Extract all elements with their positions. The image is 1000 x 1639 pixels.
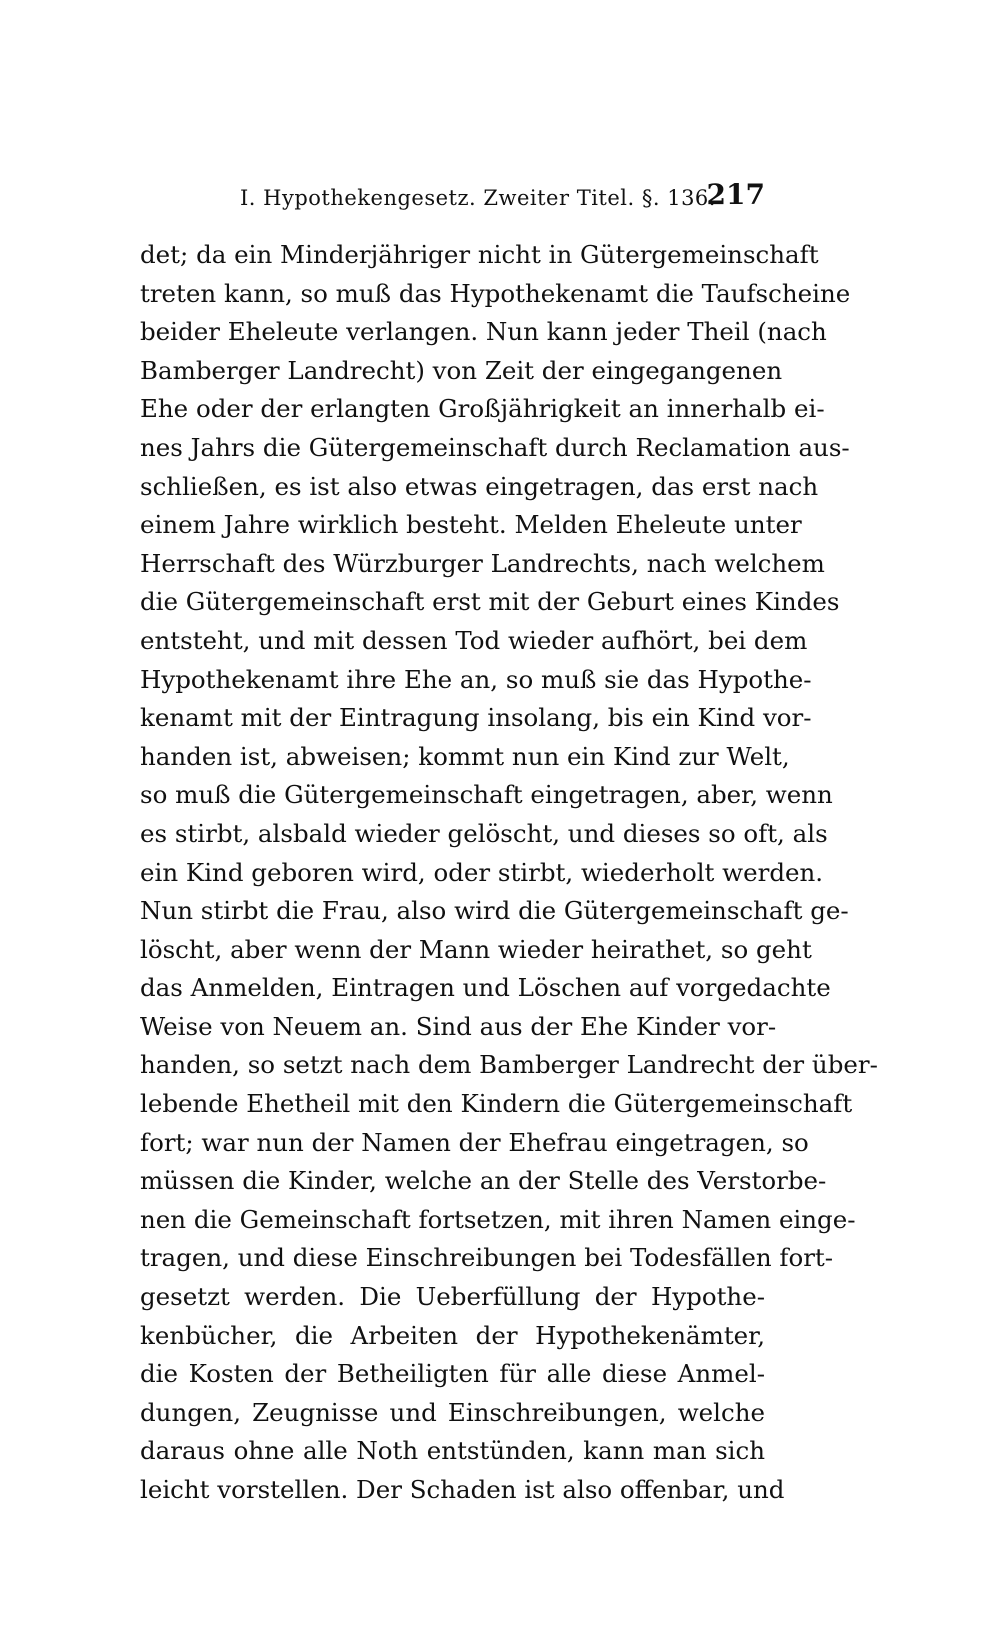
text-line: müssen die Kinder, welche an der Stelle des Verstorbe- [140,1166,827,1196]
text-line: so muß die Gütergemeinschaft eingetragen, aber, wenn [140,780,833,810]
text-line: schließen, es ist also etwas eingetragen, das erst nach [140,471,819,501]
text-line: das Anmelden, Eintragen und Löschen auf vorgedachte [140,973,831,1003]
text-line: treten kann, so muß das Hypothekenamt die Taufscheine [140,278,851,308]
text-line: einem Jahre wirklich besteht. Melden Eheleute unter [140,510,802,540]
text-line: Herrschaft des Würzburger Landrechts, nach welchem [140,548,825,578]
text-line: gesetzt werden. Die Ueberfüllung der Hypothe- [140,1282,765,1312]
text-line: tragen, und diese Einschreibungen bei Todesfällen fort- [140,1243,834,1273]
running-title: I. Hypothekengesetz. Zweiter Titel. §. 136. [240,186,716,210]
text-line: handen ist, abweisen; kommt nun ein Kind zur Welt, [140,741,790,771]
text-line: ein Kind geboren wird, oder stirbt, wiederholt werden. [140,857,824,887]
text-line: fort; war nun der Namen der Ehefrau eingetragen, so [140,1127,809,1157]
text-line: es stirbt, alsbald wieder gelöscht, und dieses so oft, als [140,818,828,848]
text-line: Nun stirbt die Frau, also wird die Gütergemeinschaft ge- [140,896,849,926]
body-text [140,236,878,1510]
text-line: Hypothekenamt ihre Ehe an, so muß sie das Hypothe- [140,664,812,694]
text-line: det; da ein Minderjähriger nicht in Gütergemeinschaft [140,240,819,269]
text-line: handen, so setzt nach dem Bamberger Landrecht der über- [140,1050,878,1080]
text-line: kenbücher, die Arbeiten der Hypothekenämter, [140,1320,765,1350]
text-line: nen die Gemeinschaft fortsetzen, mit ihren Namen einge- [140,1204,856,1234]
text-line: daraus ohne alle Noth entstünden, kann man sich [140,1436,765,1466]
running-head [240,178,765,222]
text-line: Weise von Neuem an. Sind aus der Ehe Kinder vor- [140,1011,777,1041]
text-line: entsteht, und mit dessen Tod wieder aufhört, bei dem [140,625,808,655]
text-line: dungen, Zeugnisse und Einschreibungen, welche [140,1397,765,1427]
text-line: die Gütergemeinschaft erst mit der Geburt eines Kindes [140,587,840,617]
text-line: lebende Ehetheil mit den Kindern die Gütergemeinschaft [140,1089,853,1119]
text-line: die Kosten der Betheiligten für alle diese Anmel- [140,1359,765,1389]
text-line: Bamberger Landrecht) von Zeit der eingegangenen [140,355,783,385]
page-number: 217 [706,178,765,211]
text-line: nes Jahrs die Gütergemeinschaft durch Reclamation aus- [140,432,850,462]
text-line: leicht vorstellen. Der Schaden ist also offenbar, und [140,1475,785,1504]
text-line: löscht, aber wenn der Mann wieder heirathet, so geht [140,934,812,964]
text-line: kenamt mit der Eintragung insolang, bis ein Kind vor- [140,703,812,733]
text-line: beider Eheleute verlangen. Nun kann jeder Theil (nach [140,317,827,347]
text-line: Ehe oder der erlangten Großjährigkeit an innerhalb ei- [140,394,825,424]
